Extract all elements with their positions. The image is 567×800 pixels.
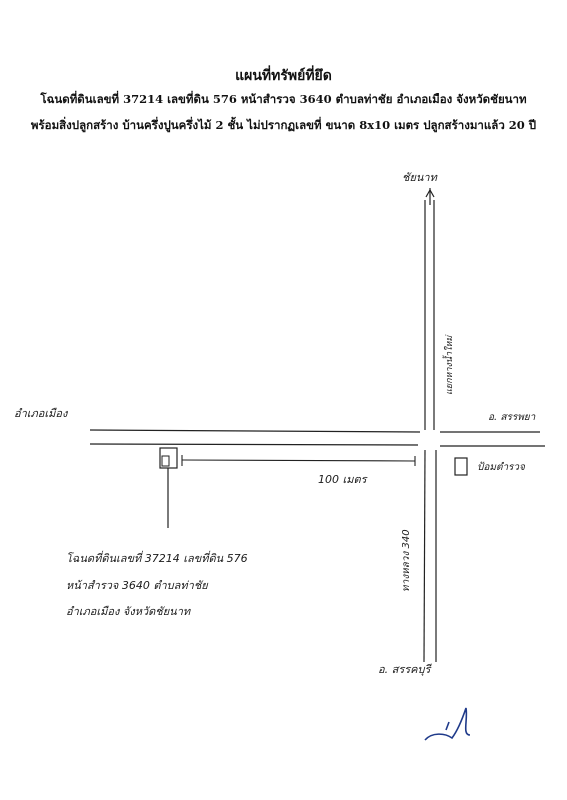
distance-label: 100 เมตร bbox=[318, 473, 367, 486]
east-destination-label: อ. สรรพยา bbox=[488, 412, 536, 423]
road-ns-west-edge-lower bbox=[424, 450, 425, 662]
north-destination-label: ชัยนาท bbox=[402, 171, 437, 184]
property-note-line-3: อำเภอเมือง จังหวัดชัยนาท bbox=[66, 605, 191, 618]
deed-description: โฉนดที่ดินเลขที่ 37214 เลขที่ดิน 576 หน้าสำรวจ 3640 ตำบลท่าชัย อำเภอเมือง จังหวัดชัยนาท bbox=[40, 92, 527, 106]
south-destination-label: อ. สรรคบุรี bbox=[378, 663, 431, 676]
distance-line bbox=[182, 460, 415, 461]
property-note-line-1: โฉนดที่ดินเลขที่ 37214 เลขที่ดิน 576 bbox=[66, 552, 248, 565]
road-ew-south-edge-west bbox=[90, 444, 418, 445]
signature-mark bbox=[425, 708, 470, 740]
south-road-label: ทางหลวง 340 bbox=[401, 529, 412, 592]
building-description: พร้อมสิ่งปลูกสร้าง บ้านครึ่งปูนครึ่งไม้ 2 ชั้น ไม่ปรากฏเลขที่ ขนาด 8x10 เมตร ปลูกสร้างมาแล้ว 20 ปี bbox=[30, 118, 537, 132]
police-box-label: ป้อมตำรวจ bbox=[477, 462, 525, 473]
road-ew-north-edge-west bbox=[90, 430, 420, 432]
document-title: แผนที่ทรัพย์ที่ยึด bbox=[235, 68, 332, 84]
property-note-line-2: หน้าสำรวจ 3640 ตำบลท่าชัย bbox=[66, 579, 208, 592]
west-destination-label: อำเภอเมือง bbox=[14, 407, 68, 420]
north-road-label: แยกหางน้ำใหม่ bbox=[445, 335, 455, 395]
police-box bbox=[455, 458, 467, 475]
